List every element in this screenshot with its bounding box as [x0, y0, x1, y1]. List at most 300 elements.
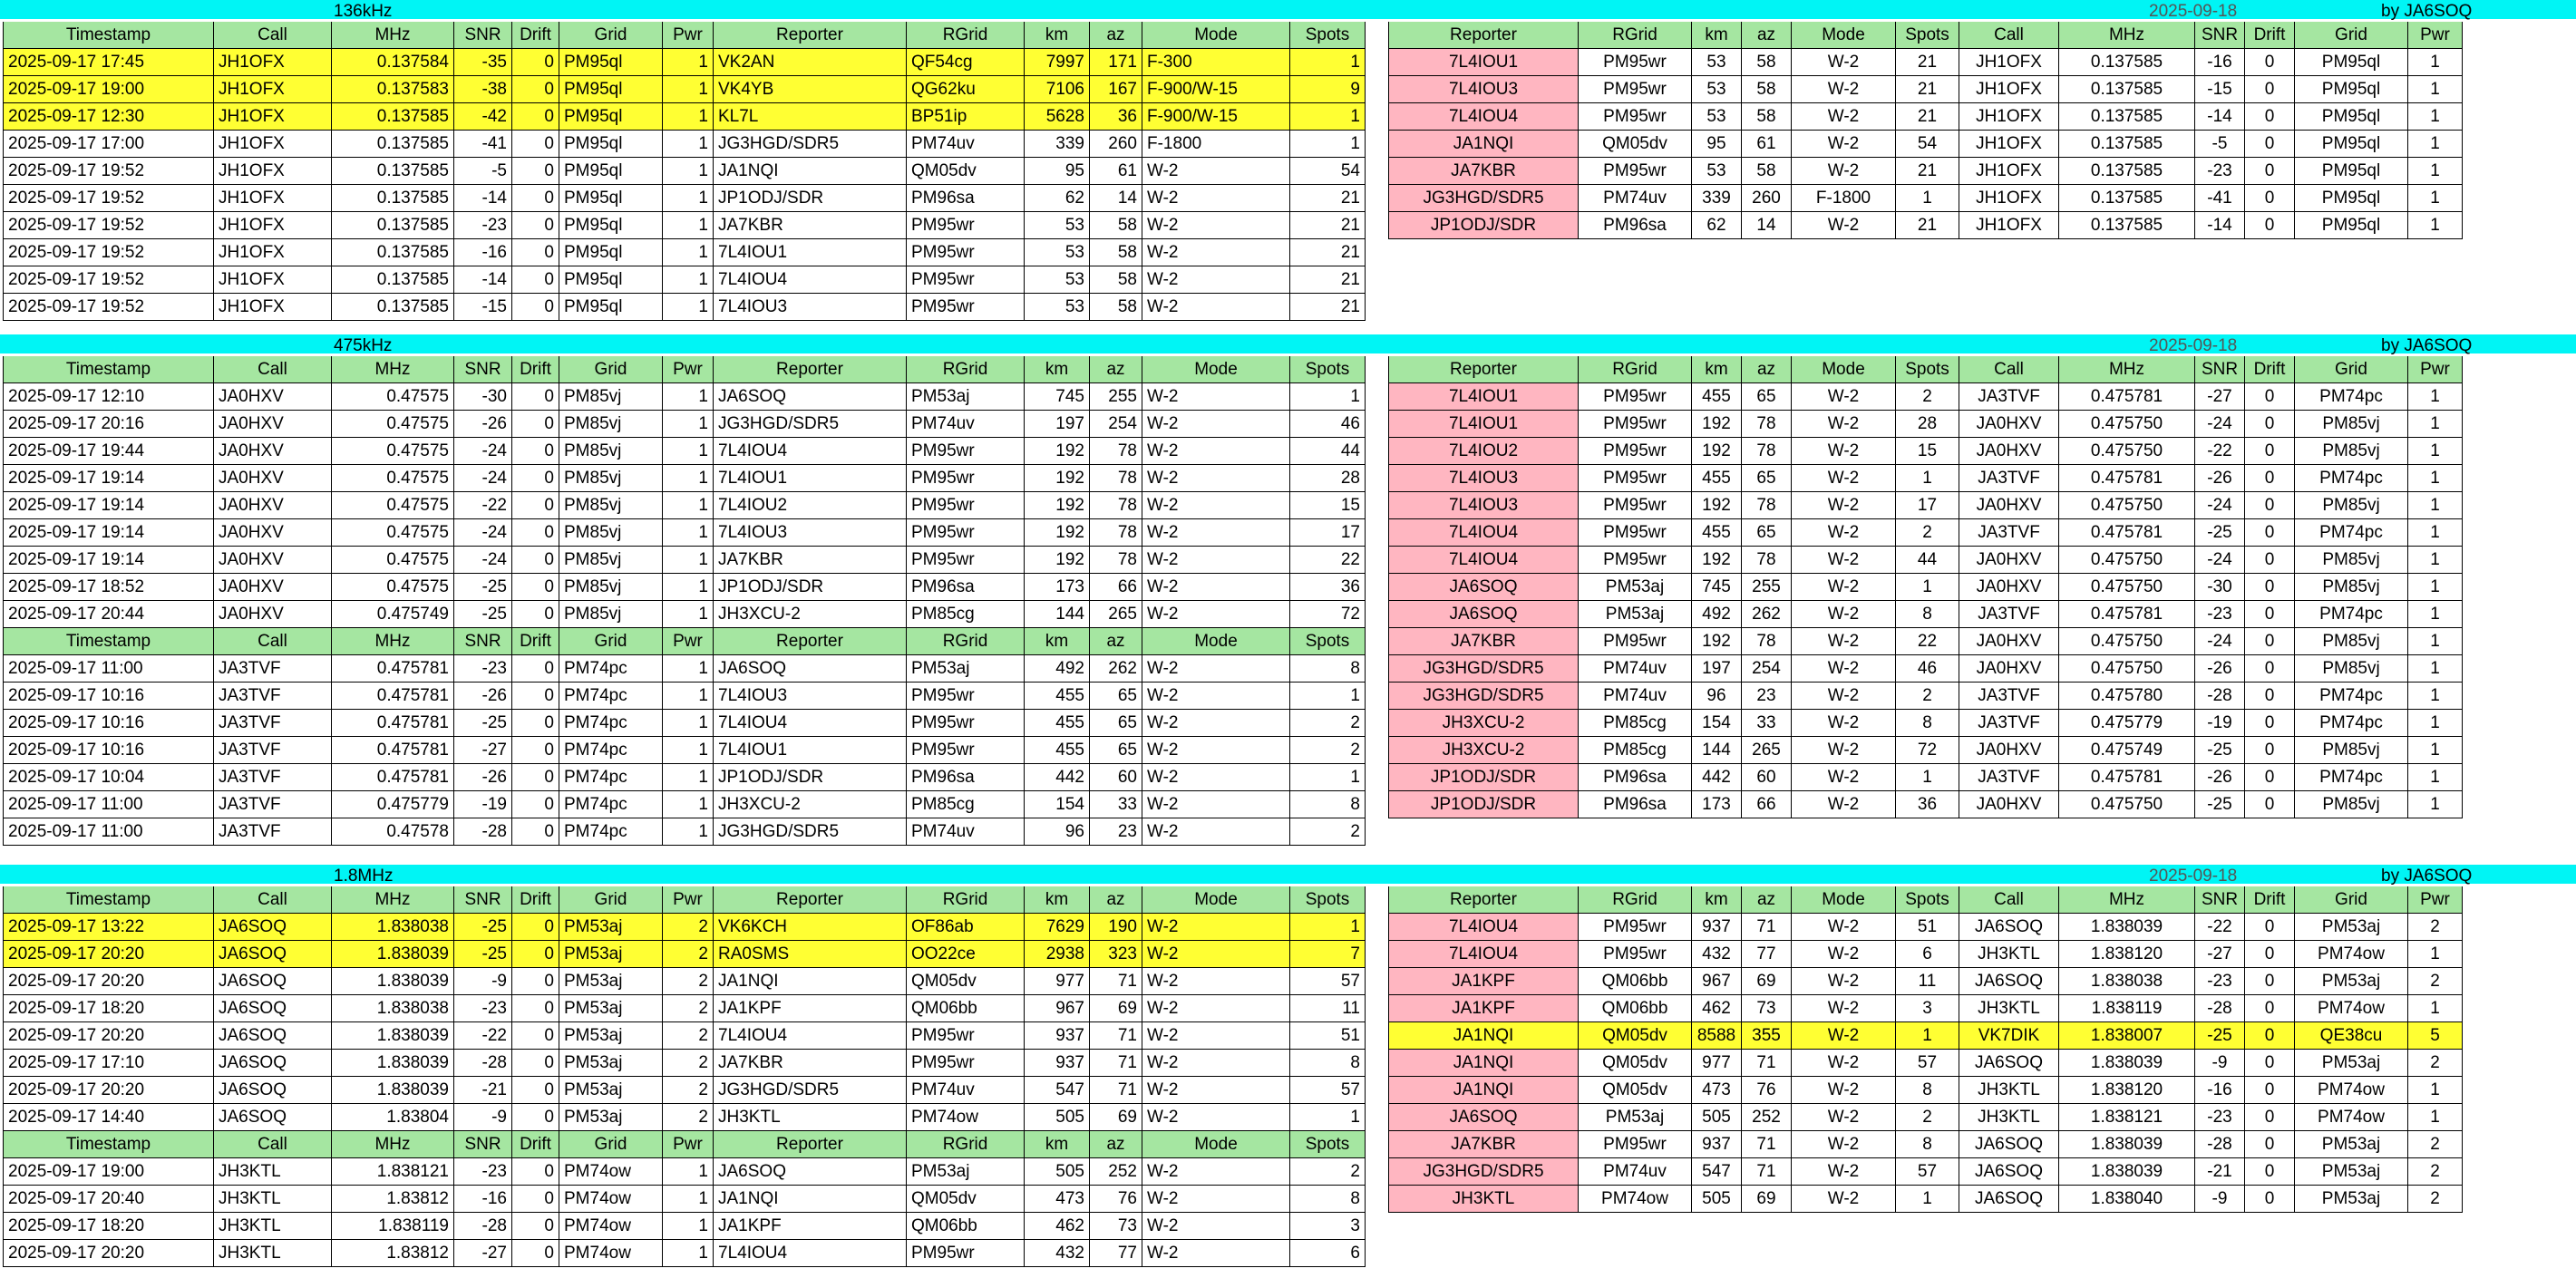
cell-spots: 8: [1896, 710, 1959, 737]
cell-spots: 21: [1290, 185, 1366, 212]
cell-km: 339: [1025, 131, 1090, 158]
cell-az: 265: [1090, 601, 1142, 628]
cell-mhz: 0.475750: [2059, 791, 2195, 818]
cell-spots: 57: [1896, 1050, 1959, 1077]
cell-km: 547: [1692, 1158, 1742, 1186]
column-header-spots: Spots: [1290, 628, 1366, 655]
column-header-grid: Grid: [559, 628, 663, 655]
cell-timestamp: 2025-09-17 19:14: [3, 519, 214, 547]
cell-pwr: 1: [2408, 131, 2463, 158]
cell-mode: W-2: [1792, 1131, 1896, 1158]
cell-reporter: JH3XCU-2: [714, 791, 907, 818]
cell-snr: -23: [454, 655, 512, 683]
cell-reporter: 7L4IOU2: [714, 492, 907, 519]
cell-reporter: JP1ODJ/SDR: [1388, 791, 1579, 818]
column-header-az: az: [1090, 886, 1142, 914]
cell-snr: -25: [454, 710, 512, 737]
cell-mode: W-2: [1792, 1022, 1896, 1050]
cell-spots: 28: [1290, 465, 1366, 492]
cell-snr: -15: [454, 294, 512, 321]
band-title-bar: [0, 865, 2576, 884]
report-author: by JA6SOQ: [2381, 867, 2473, 886]
cell-grid: PM74pc: [559, 791, 663, 818]
cell-mhz: 0.47575: [332, 465, 454, 492]
cell-reporter: 7L4IOU1: [714, 737, 907, 764]
cell-reporter: JG3HGD/SDR5: [714, 1077, 907, 1104]
cell-km: 192: [1025, 519, 1090, 547]
cell-mode: W-2: [1792, 212, 1896, 239]
cell-snr: -25: [2195, 1022, 2245, 1050]
cell-drift: 0: [512, 1050, 559, 1077]
cell-km: 455: [1692, 465, 1742, 492]
cell-rgrid: OO22ce: [907, 941, 1025, 968]
cell-timestamp: 2025-09-17 20:20: [3, 941, 214, 968]
cell-call: JH3KTL: [214, 1186, 332, 1213]
cell-grid: PM53aj: [2295, 1050, 2408, 1077]
cell-pwr: 1: [2408, 628, 2463, 655]
cell-reporter: JP1ODJ/SDR: [714, 185, 907, 212]
cell-drift: 0: [512, 574, 559, 601]
column-header-drift: Drift: [2245, 886, 2295, 914]
column-header-az: az: [1090, 356, 1142, 383]
cell-km: 937: [1025, 1022, 1090, 1050]
cell-spots: 15: [1896, 438, 1959, 465]
cell-drift: 0: [512, 764, 559, 791]
cell-mhz: 1.838121: [2059, 1104, 2195, 1131]
cell-timestamp: 2025-09-17 11:00: [3, 818, 214, 846]
cell-reporter: JP1ODJ/SDR: [1388, 764, 1579, 791]
cell-snr: -27: [454, 737, 512, 764]
cell-az: 58: [1090, 266, 1142, 294]
cell-mhz: 1.838039: [332, 1022, 454, 1050]
cell-call: JA6SOQ: [1959, 968, 2059, 995]
column-header-grid: Grid: [559, 356, 663, 383]
cell-mode: W-2: [1142, 818, 1290, 846]
cell-snr: -41: [2195, 185, 2245, 212]
cell-reporter: JA1NQI: [714, 158, 907, 185]
cell-spots: 1: [1290, 383, 1366, 411]
cell-spots: 21: [1896, 49, 1959, 76]
cell-pwr: 1: [2408, 547, 2463, 574]
cell-pwr: 1: [663, 383, 714, 411]
cell-mhz: 0.137585: [2059, 76, 2195, 103]
cell-spots: 3: [1896, 995, 1959, 1022]
cell-drift: 0: [2245, 1022, 2295, 1050]
cell-timestamp: 2025-09-17 18:52: [3, 574, 214, 601]
cell-pwr: 1: [2408, 655, 2463, 683]
cell-pwr: 2: [663, 1022, 714, 1050]
column-header-rgrid: RGrid: [1579, 22, 1692, 49]
cell-az: 255: [1090, 383, 1142, 411]
cell-pwr: 2: [2408, 1186, 2463, 1213]
cell-reporter: JA1NQI: [1388, 1050, 1579, 1077]
cell-drift: 0: [512, 601, 559, 628]
cell-km: 492: [1025, 655, 1090, 683]
cell-km: 455: [1692, 519, 1742, 547]
column-header-km: km: [1025, 886, 1090, 914]
cell-grid: PM74ow: [559, 1186, 663, 1213]
cell-mode: W-2: [1142, 791, 1290, 818]
cell-grid: PM53aj: [2295, 1186, 2408, 1213]
cell-mhz: 0.137583: [332, 76, 454, 103]
cell-pwr: 1: [663, 158, 714, 185]
cell-pwr: 1: [2408, 574, 2463, 601]
cell-drift: 0: [512, 492, 559, 519]
cell-rgrid: PM74uv: [1579, 655, 1692, 683]
cell-spots: 8: [1290, 791, 1366, 818]
cell-grid: PM53aj: [559, 941, 663, 968]
cell-reporter: VK4YB: [714, 76, 907, 103]
cell-pwr: 1: [663, 818, 714, 846]
cell-call: JH1OFX: [1959, 76, 2059, 103]
cell-timestamp: 2025-09-17 20:20: [3, 968, 214, 995]
column-header-mode: Mode: [1792, 356, 1896, 383]
cell-az: 77: [1090, 1240, 1142, 1267]
column-header-spots: Spots: [1896, 22, 1959, 49]
cell-az: 76: [1090, 1186, 1142, 1213]
cell-az: 71: [1742, 914, 1792, 941]
cell-timestamp: 2025-09-17 20:16: [3, 411, 214, 438]
cell-az: 33: [1090, 791, 1142, 818]
band-name: 475kHz: [334, 336, 393, 355]
cell-grid: PM95ql: [2295, 212, 2408, 239]
cell-drift: 0: [512, 1186, 559, 1213]
cell-pwr: 1: [2408, 383, 2463, 411]
cell-pwr: 1: [663, 294, 714, 321]
cell-mode: W-2: [1792, 737, 1896, 764]
column-header-mhz: MHz: [2059, 22, 2195, 49]
cell-mode: W-2: [1792, 628, 1896, 655]
cell-drift: 0: [512, 383, 559, 411]
cell-mhz: 0.475750: [2059, 492, 2195, 519]
cell-spots: 28: [1896, 411, 1959, 438]
cell-spots: 46: [1290, 411, 1366, 438]
cell-pwr: 1: [663, 239, 714, 266]
cell-mhz: 0.475750: [2059, 411, 2195, 438]
cell-mode: W-2: [1142, 185, 1290, 212]
cell-az: 78: [1090, 519, 1142, 547]
cell-mhz: 0.475749: [332, 601, 454, 628]
cell-km: 492: [1692, 601, 1742, 628]
cell-km: 977: [1025, 968, 1090, 995]
cell-drift: 0: [2245, 628, 2295, 655]
cell-snr: -26: [454, 683, 512, 710]
cell-mhz: 0.47575: [332, 383, 454, 411]
cell-call: JH1OFX: [1959, 49, 2059, 76]
cell-az: 71: [1090, 1050, 1142, 1077]
column-header-mhz: MHz: [332, 356, 454, 383]
cell-reporter: 7L4IOU3: [714, 294, 907, 321]
cell-spots: 8: [1290, 655, 1366, 683]
cell-call: JA0HXV: [214, 574, 332, 601]
cell-mode: W-2: [1142, 239, 1290, 266]
cell-reporter: JA7KBR: [714, 212, 907, 239]
cell-drift: 0: [512, 547, 559, 574]
cell-reporter: JG3HGD/SDR5: [1388, 683, 1579, 710]
cell-grid: PM53aj: [559, 1104, 663, 1131]
cell-rgrid: PM74uv: [907, 818, 1025, 846]
column-header-drift: Drift: [512, 886, 559, 914]
cell-call: JA0HXV: [214, 492, 332, 519]
column-header-km: km: [1025, 356, 1090, 383]
cell-reporter: JA1NQI: [1388, 131, 1579, 158]
cell-snr: -14: [454, 266, 512, 294]
cell-timestamp: 2025-09-17 12:10: [3, 383, 214, 411]
cell-km: 937: [1692, 1131, 1742, 1158]
cell-mhz: 1.838039: [2059, 914, 2195, 941]
cell-az: 78: [1090, 465, 1142, 492]
report-date: 2025-09-18: [2149, 867, 2238, 886]
cell-pwr: 1: [2408, 1104, 2463, 1131]
cell-rgrid: PM96sa: [907, 185, 1025, 212]
cell-snr: -23: [2195, 1104, 2245, 1131]
cell-spots: 36: [1290, 574, 1366, 601]
cell-call: JA6SOQ: [1959, 1050, 2059, 1077]
cell-rgrid: PM95wr: [1579, 547, 1692, 574]
cell-km: 192: [1692, 547, 1742, 574]
cell-snr: -25: [2195, 737, 2245, 764]
column-header-rgrid: RGrid: [907, 628, 1025, 655]
cell-grid: PM85vj: [2295, 411, 2408, 438]
cell-spots: 15: [1290, 492, 1366, 519]
column-header-mhz: MHz: [332, 886, 454, 914]
cell-km: 173: [1692, 791, 1742, 818]
cell-mhz: 0.475750: [2059, 655, 2195, 683]
column-header-timestamp: Timestamp: [3, 628, 214, 655]
cell-mhz: 0.475781: [332, 764, 454, 791]
cell-reporter: 7L4IOU3: [714, 519, 907, 547]
cell-km: 8588: [1692, 1022, 1742, 1050]
cell-grid: PM85vj: [559, 465, 663, 492]
cell-km: 53: [1025, 212, 1090, 239]
cell-rgrid: PM95wr: [1579, 158, 1692, 185]
cell-rgrid: PM95wr: [907, 547, 1025, 574]
cell-km: 505: [1692, 1186, 1742, 1213]
cell-rgrid: PM96sa: [907, 574, 1025, 601]
cell-snr: -21: [454, 1077, 512, 1104]
cell-timestamp: 2025-09-17 19:00: [3, 1158, 214, 1186]
cell-az: 58: [1742, 158, 1792, 185]
cell-call: JA6SOQ: [214, 1104, 332, 1131]
cell-pwr: 1: [663, 574, 714, 601]
cell-az: 66: [1090, 574, 1142, 601]
cell-drift: 0: [512, 655, 559, 683]
cell-rgrid: QM05dv: [1579, 1077, 1692, 1104]
cell-drift: 0: [512, 683, 559, 710]
cell-mode: W-2: [1142, 1104, 1290, 1131]
cell-mode: W-2: [1792, 438, 1896, 465]
cell-timestamp: 2025-09-17 10:16: [3, 710, 214, 737]
cell-rgrid: PM95wr: [907, 438, 1025, 465]
cell-pwr: 1: [2408, 1077, 2463, 1104]
cell-km: 5628: [1025, 103, 1090, 131]
cell-grid: PM95ql: [559, 294, 663, 321]
cell-grid: PM95ql: [559, 49, 663, 76]
cell-drift: 0: [2245, 764, 2295, 791]
column-header-timestamp: Timestamp: [3, 356, 214, 383]
column-header-grid: Grid: [559, 886, 663, 914]
cell-drift: 0: [2245, 411, 2295, 438]
cell-rgrid: PM95wr: [907, 492, 1025, 519]
cell-spots: 6: [1896, 941, 1959, 968]
cell-az: 66: [1742, 791, 1792, 818]
cell-call: JH1OFX: [1959, 103, 2059, 131]
cell-mhz: 0.137585: [332, 103, 454, 131]
cell-pwr: 1: [663, 601, 714, 628]
cell-call: JA6SOQ: [214, 1077, 332, 1104]
cell-pwr: 1: [2408, 791, 2463, 818]
cell-pwr: 1: [2408, 737, 2463, 764]
cell-mhz: 1.838039: [332, 968, 454, 995]
cell-snr: -23: [454, 212, 512, 239]
column-header-az: az: [1742, 22, 1792, 49]
cell-timestamp: 2025-09-17 19:00: [3, 76, 214, 103]
cell-mhz: 1.83804: [332, 1104, 454, 1131]
cell-reporter: JH3XCU-2: [1388, 710, 1579, 737]
cell-km: 455: [1025, 737, 1090, 764]
cell-reporter: JG3HGD/SDR5: [1388, 1158, 1579, 1186]
column-header-mode: Mode: [1142, 1131, 1290, 1158]
cell-reporter: 7L4IOU1: [1388, 411, 1579, 438]
column-header-mode: Mode: [1142, 22, 1290, 49]
column-header-pwr: Pwr: [663, 1131, 714, 1158]
cell-mode: W-2: [1142, 411, 1290, 438]
cell-spots: 1: [1896, 1022, 1959, 1050]
cell-snr: -9: [454, 968, 512, 995]
column-header-pwr: Pwr: [2408, 886, 2463, 914]
column-header-az: az: [1742, 356, 1792, 383]
cell-mode: F-300: [1142, 49, 1290, 76]
cell-mhz: 1.838120: [2059, 1077, 2195, 1104]
cell-reporter: JG3HGD/SDR5: [1388, 185, 1579, 212]
cell-drift: 0: [512, 266, 559, 294]
column-header-km: km: [1692, 356, 1742, 383]
cell-call: JA6SOQ: [1959, 1131, 2059, 1158]
cell-drift: 0: [512, 239, 559, 266]
cell-mode: W-2: [1142, 1050, 1290, 1077]
cell-mode: W-2: [1142, 941, 1290, 968]
cell-rgrid: PM95wr: [1579, 76, 1692, 103]
cell-spots: 2: [1290, 1158, 1366, 1186]
cell-az: 255: [1742, 574, 1792, 601]
cell-spots: 11: [1290, 995, 1366, 1022]
cell-rgrid: PM53aj: [1579, 601, 1692, 628]
cell-mhz: 1.83812: [332, 1240, 454, 1267]
cell-grid: PM85vj: [2295, 628, 2408, 655]
cell-call: JH1OFX: [214, 158, 332, 185]
cell-mode: W-2: [1792, 710, 1896, 737]
cell-az: 71: [1742, 1131, 1792, 1158]
cell-snr: -28: [2195, 683, 2245, 710]
cell-km: 192: [1692, 492, 1742, 519]
column-header-snr: SNR: [454, 628, 512, 655]
cell-az: 78: [1090, 492, 1142, 519]
cell-call: JA3TVF: [214, 683, 332, 710]
cell-call: JA3TVF: [1959, 764, 2059, 791]
cell-rgrid: PM95wr: [907, 212, 1025, 239]
cell-timestamp: 2025-09-17 20:40: [3, 1186, 214, 1213]
cell-az: 14: [1090, 185, 1142, 212]
cell-spots: 1: [1290, 1104, 1366, 1131]
cell-km: 505: [1025, 1104, 1090, 1131]
column-header-reporter: Reporter: [714, 22, 907, 49]
cell-snr: -27: [2195, 383, 2245, 411]
cell-km: 95: [1025, 158, 1090, 185]
cell-grid: PM85vj: [559, 383, 663, 411]
cell-mode: W-2: [1792, 158, 1896, 185]
cell-timestamp: 2025-09-17 19:52: [3, 212, 214, 239]
column-header-timestamp: Timestamp: [3, 22, 214, 49]
cell-az: 60: [1742, 764, 1792, 791]
cell-km: 7997: [1025, 49, 1090, 76]
cell-mhz: 0.47575: [332, 574, 454, 601]
cell-reporter: JA6SOQ: [714, 1158, 907, 1186]
column-header-snr: SNR: [2195, 356, 2245, 383]
cell-az: 76: [1742, 1077, 1792, 1104]
cell-call: JH3KTL: [1959, 941, 2059, 968]
cell-timestamp: 2025-09-17 10:04: [3, 764, 214, 791]
cell-az: 78: [1742, 547, 1792, 574]
cell-snr: -28: [454, 1213, 512, 1240]
cell-reporter: VK6KCH: [714, 914, 907, 941]
cell-drift: 0: [2245, 212, 2295, 239]
cell-az: 65: [1090, 710, 1142, 737]
cell-mode: W-2: [1792, 1050, 1896, 1077]
cell-drift: 0: [512, 158, 559, 185]
cell-rgrid: PM95wr: [1579, 519, 1692, 547]
cell-spots: 9: [1290, 76, 1366, 103]
cell-mhz: 0.47578: [332, 818, 454, 846]
cell-km: 455: [1025, 710, 1090, 737]
cell-snr: -26: [454, 764, 512, 791]
cell-az: 33: [1742, 710, 1792, 737]
cell-rgrid: PM53aj: [1579, 1104, 1692, 1131]
cell-drift: 0: [2245, 1131, 2295, 1158]
cell-call: JH1OFX: [214, 76, 332, 103]
column-header-call: Call: [214, 886, 332, 914]
column-header-spots: Spots: [1896, 356, 1959, 383]
cell-az: 65: [1742, 465, 1792, 492]
cell-rgrid: PM85cg: [907, 791, 1025, 818]
cell-call: JH1OFX: [214, 185, 332, 212]
column-header-call: Call: [1959, 22, 2059, 49]
cell-pwr: 1: [2408, 683, 2463, 710]
cell-az: 65: [1090, 683, 1142, 710]
cell-pwr: 1: [2408, 941, 2463, 968]
cell-rgrid: PM95wr: [907, 239, 1025, 266]
cell-reporter: 7L4IOU4: [714, 266, 907, 294]
cell-reporter: JA1NQI: [1388, 1077, 1579, 1104]
cell-mode: F-900/W-15: [1142, 103, 1290, 131]
cell-pwr: 1: [663, 103, 714, 131]
cell-drift: 0: [512, 818, 559, 846]
cell-km: 745: [1692, 574, 1742, 601]
cell-km: 197: [1692, 655, 1742, 683]
cell-grid: PM85vj: [2295, 737, 2408, 764]
cell-az: 78: [1742, 628, 1792, 655]
cell-grid: PM74pc: [2295, 601, 2408, 628]
cell-call: JA0HXV: [214, 438, 332, 465]
cell-mode: W-2: [1142, 574, 1290, 601]
cell-km: 62: [1025, 185, 1090, 212]
cell-snr: -15: [2195, 76, 2245, 103]
cell-mhz: 0.137585: [332, 239, 454, 266]
cell-call: JA6SOQ: [1959, 1186, 2059, 1213]
band-name: 136kHz: [334, 2, 393, 21]
cell-snr: -24: [2195, 547, 2245, 574]
cell-km: 455: [1692, 383, 1742, 411]
cell-grid: PM74pc: [2295, 710, 2408, 737]
